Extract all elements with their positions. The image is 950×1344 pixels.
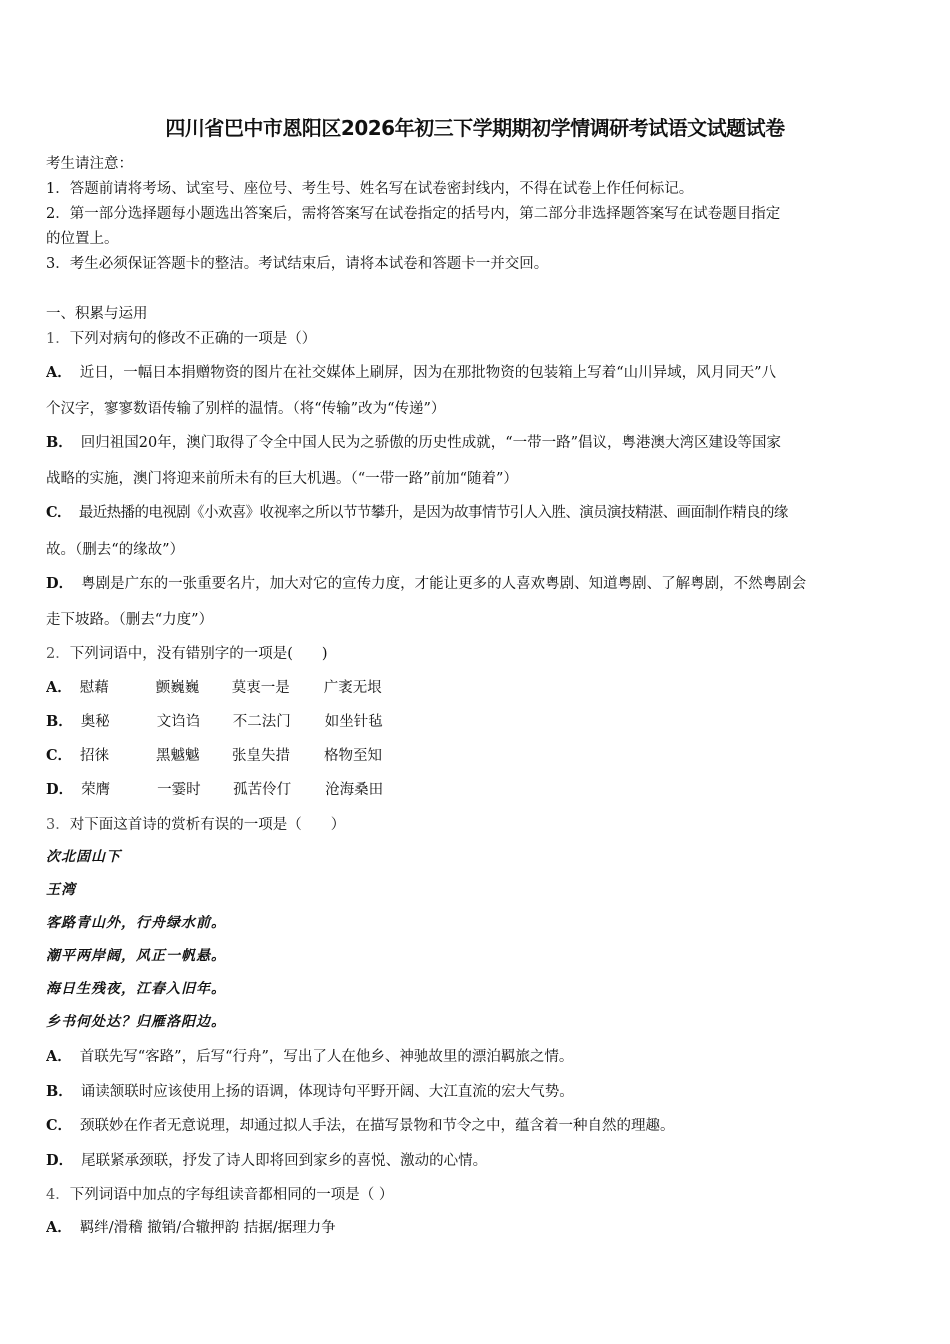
option-text: 粤剧是广东的一张重要名片，加大对它的宣传力度，才能让更多的人喜欢粤剧、知道粤剧、了解粤剧，不然粤剧会 <box>81 576 807 592</box>
q2-option-d <box>46 778 908 799</box>
q1-option-d <box>46 572 908 593</box>
q4-option-a <box>46 1216 908 1237</box>
question-stem: 下列词语中加点的字每组读音都相同的一项是（ ） <box>69 1187 394 1203</box>
question-number: 3． <box>46 817 70 833</box>
q1-option-a-cont: 个汉字，寥寥数语传输了别样的温情。（将“传输”改为“传递”） <box>46 401 446 417</box>
q2-option-b <box>46 710 908 731</box>
q3-option-a <box>46 1045 908 1066</box>
q1-option-b <box>46 431 908 452</box>
option-word: 招徕 <box>80 748 110 764</box>
poem-line: 客路青山外，行舟绿水前。 <box>46 915 226 931</box>
option-word: 莫衷一是 <box>231 680 290 696</box>
section-heading: 一、积累与运用 <box>46 306 148 322</box>
option-label: B． <box>46 713 73 730</box>
option-label: D． <box>46 575 74 592</box>
poem-author: 王湾 <box>46 882 76 898</box>
question-stem: 下列词语中，没有错别字的一项是( ) <box>69 646 328 662</box>
poem-title: 次北固山下 <box>46 849 121 865</box>
option-word: 孤苦伶仃 <box>233 782 292 798</box>
notice-item-1: 1．答题前请将考场、试室号、座位号、考生号、姓名写在试卷密封线内，不得在试卷上作任何标记。 <box>46 181 694 197</box>
question-2 <box>46 642 908 663</box>
question-stem: 对下面这首诗的赏析有误的一项是（ ） <box>69 817 346 833</box>
option-text: 羁绊/滑稽 撤销/合辙押韵 拮据/据理力争 <box>79 1220 336 1236</box>
option-word: 慰藉 <box>79 680 109 696</box>
poem-line: 乡书何处达？归雁洛阳边。 <box>46 1014 226 1030</box>
notice-item-3: 3．考生必须保证答题卡的整洁。考试结束后，请将本试卷和答题卡一并交回。 <box>46 256 549 272</box>
question-stem: 下列对病句的修改不正确的一项是（） <box>69 331 317 347</box>
question-number: 4． <box>46 1187 70 1203</box>
question-number: 2． <box>46 646 70 662</box>
option-word: 如坐针毡 <box>324 714 383 730</box>
option-text: 颈联妙在作者无意说理，却通过拟人手法，在描写景物和节令之中，蕴含着一种自然的理趣。 <box>80 1118 675 1134</box>
q1-option-b-cont: 战略的实施，澳门将迎来前所未有的巨大机遇。（“一带一路”前加“随着”） <box>46 471 518 487</box>
option-label: B． <box>46 1083 73 1100</box>
q3-option-b <box>46 1080 908 1101</box>
option-label: C． <box>46 747 73 764</box>
option-word: 一霎时 <box>157 782 201 798</box>
poem-line: 潮平两岸阔，风正一帆悬。 <box>46 948 226 964</box>
option-label: A． <box>46 1048 72 1065</box>
option-text: 尾联紧承颈联，抒发了诗人即将回到家乡的喜悦、激动的心情。 <box>81 1153 488 1169</box>
option-word: 奥秘 <box>80 714 110 730</box>
option-label: D． <box>46 1152 74 1169</box>
question-4 <box>46 1183 908 1204</box>
question-1 <box>46 327 908 348</box>
option-label: A． <box>46 1219 72 1236</box>
notice-heading: 考生请注意： <box>46 156 133 172</box>
option-text: 最近热播的电视剧《小欢喜》收视率之所以节节攀升，是因为故事情节引人入胜、演员演技精湛、画面制作精良的缘 <box>78 505 788 521</box>
option-word: 沧海桑田 <box>325 782 384 798</box>
option-label: B． <box>46 434 73 451</box>
q1-option-a <box>46 361 908 382</box>
question-3 <box>46 813 908 834</box>
q2-option-a <box>46 676 908 697</box>
option-word: 格物至知 <box>324 748 383 764</box>
option-word: 文诌诌 <box>156 714 201 730</box>
option-text: 诵读颔联时应该使用上扬的语调，体现诗句平野开阔、大江直流的宏大气势。 <box>80 1084 574 1100</box>
option-label: A． <box>46 364 72 381</box>
q1-option-c-cont: 故。（删去“的缘故”） <box>46 542 185 558</box>
q1-option-c <box>46 501 908 522</box>
poem-line: 海日生残夜，江春入旧年。 <box>46 981 226 997</box>
notice-item-2: 2．第一部分选择题每小题选出答案后，需将答案写在试卷指定的括号内，第二部分非选择题答案写在试卷题目指定 <box>46 206 781 222</box>
option-label: C． <box>46 504 71 521</box>
q2-option-c <box>46 744 908 765</box>
option-text: 回归祖国20年，澳门取得了令全中国人民为之骄傲的历史性成就，“一带一路”倡议，粤港澳大湾区建设等国家 <box>80 435 782 451</box>
q3-option-c <box>46 1114 908 1135</box>
option-label: D． <box>46 781 74 798</box>
option-word: 广袤无垠 <box>323 680 382 696</box>
notice-item-2-cont: 的位置上。 <box>46 231 119 247</box>
exam-title: 四川省巴中市恩阳区2026年初三下学期期初学情调研考试语文试题试卷 <box>165 116 785 140</box>
q1-option-d-cont: 走下坡路。（删去“力度”） <box>46 612 214 628</box>
option-word: 荣膺 <box>81 782 111 798</box>
option-text: 首联先写“客路”，后写“行舟”，写出了人在他乡、神驰故里的漂泊羁旅之情。 <box>79 1049 574 1065</box>
option-label: A． <box>46 679 72 696</box>
option-word: 张皇失措 <box>232 748 291 764</box>
option-word: 黑魆魆 <box>156 748 200 764</box>
option-word: 不二法门 <box>232 714 291 730</box>
option-text: 近日，一幅日本捐赠物资的图片在社交媒体上刷屏，因为在那批物资的包装箱上写着“山川异域，风月同天”八 <box>79 365 777 381</box>
q3-option-d <box>46 1149 908 1170</box>
option-label: C． <box>46 1117 73 1134</box>
question-number: 1． <box>46 331 70 347</box>
option-word: 颤巍巍 <box>155 680 200 696</box>
